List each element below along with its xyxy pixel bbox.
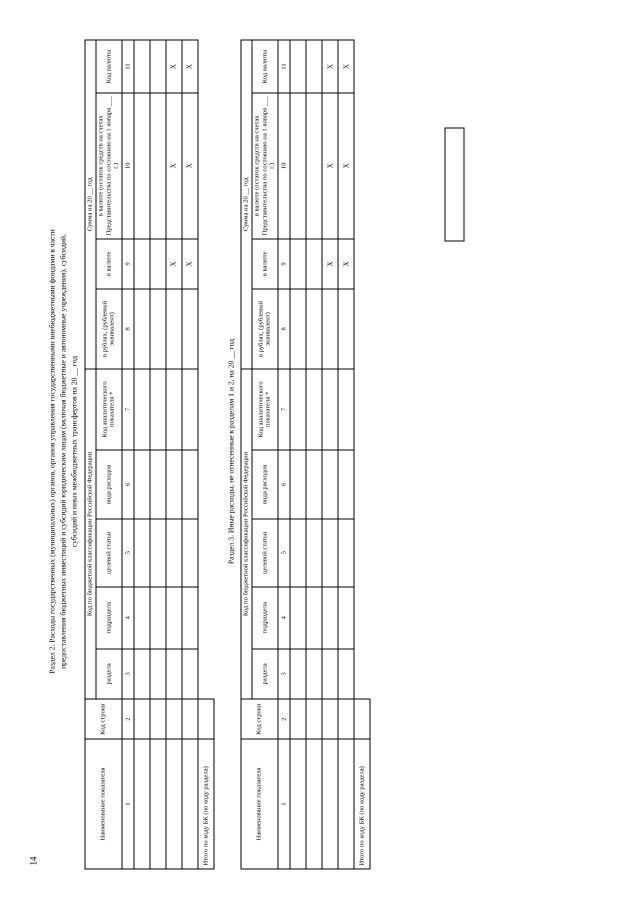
s2-r2-c4[interactable] — [150, 586, 166, 648]
s2-x1-c9: X — [166, 238, 182, 289]
s3-num-7: 7 — [278, 368, 290, 450]
s3-r1-c3[interactable] — [290, 648, 306, 699]
s3-total-c2[interactable] — [354, 699, 370, 739]
s2-x2-c4[interactable] — [182, 586, 198, 648]
s3-x2-c10: X — [338, 93, 354, 239]
s2-x2-c1[interactable] — [182, 738, 198, 868]
page-content — [46, 33, 370, 869]
s3-total-c7 — [354, 368, 370, 450]
s3-num-6: 6 — [278, 450, 290, 518]
s3-r2-c3[interactable] — [306, 648, 322, 699]
s3-total-c9 — [354, 238, 370, 289]
s3-r2-c10[interactable] — [306, 93, 322, 239]
s2-num-2: 2 — [122, 699, 134, 739]
table-row[interactable] — [182, 40, 198, 869]
s2-total-c8 — [198, 289, 214, 368]
s2-x1-c7[interactable] — [166, 368, 182, 450]
table-row[interactable] — [306, 40, 322, 869]
table-row[interactable] — [166, 40, 182, 869]
s3-r1-c5[interactable] — [290, 518, 306, 586]
s2-r1-c9[interactable] — [134, 238, 150, 289]
s2-r2-c11[interactable] — [150, 40, 166, 93]
s2-num-5: 5 — [122, 518, 134, 586]
s2-th-kod-valuty: Код валюты — [95, 40, 121, 93]
s3-r2-c6[interactable] — [306, 450, 322, 518]
s3-x1-c5[interactable] — [322, 518, 338, 586]
s2-r2-c1[interactable] — [150, 738, 166, 868]
s3-num-3: 3 — [278, 648, 290, 699]
section2-header-row-1 — [85, 40, 96, 869]
s3-num-11: 11 — [278, 40, 290, 93]
s2-total-c6 — [198, 450, 214, 518]
s2-th-celevoy: целевой статьи — [95, 518, 121, 586]
s2-x1-c6[interactable] — [166, 450, 182, 518]
s2-total-c2[interactable] — [198, 699, 214, 739]
s2-total-c11 — [198, 40, 214, 93]
s3-x2-c5[interactable] — [338, 518, 354, 586]
s3-th-podrazdel: подраздела — [251, 586, 277, 648]
blank-annotation-box — [444, 127, 464, 241]
s3-total-c8 — [354, 289, 370, 368]
s2-r1-c7[interactable] — [134, 368, 150, 450]
s2-x2-c7[interactable] — [182, 368, 198, 450]
s2-r1-c3[interactable] — [134, 648, 150, 699]
s3-th-code-line: Код строки — [241, 699, 278, 739]
s3-th-ostatok: в валюте (остаток средств на счетах Представительства по состоянию на 1 января ___ г.) — [251, 93, 277, 239]
s3-x1-c1[interactable] — [322, 738, 338, 868]
s2-num-9: 9 — [122, 238, 134, 289]
s3-total-c4 — [354, 586, 370, 648]
s2-r2-c5[interactable] — [150, 518, 166, 586]
s3-x1-c11: X — [322, 40, 338, 93]
s3-x2-c6[interactable] — [338, 450, 354, 518]
s2-th-ostatok: в валюте (остаток средств на счетах Представительства по состоянию на 1 января ___ г.) — [95, 93, 121, 239]
s2-r1-c8[interactable] — [134, 289, 150, 368]
s3-r1-c9[interactable] — [290, 238, 306, 289]
s2-total-c5 — [198, 518, 214, 586]
s3-th-razdel: раздела — [251, 648, 277, 699]
s3-total-c5 — [354, 518, 370, 586]
s2-x1-c10: X — [166, 93, 182, 239]
s3-r2-c2[interactable] — [306, 699, 322, 739]
s3-th-valuta: в валюте — [251, 238, 277, 289]
s3-r1-c2[interactable] — [290, 699, 306, 739]
s2-th-code-line: Код строки — [85, 699, 122, 739]
s3-r2-c11[interactable] — [306, 40, 322, 93]
s2-r1-c10[interactable] — [134, 93, 150, 239]
section2-total-row[interactable] — [198, 40, 214, 869]
s3-r1-c6[interactable] — [290, 450, 306, 518]
s2-r1-c4[interactable] — [134, 586, 150, 648]
s2-r1-c11[interactable] — [134, 40, 150, 93]
s2-r1-c5[interactable] — [134, 518, 150, 586]
s2-num-11: 11 — [122, 40, 134, 93]
s3-r1-c11[interactable] — [290, 40, 306, 93]
s3-x1-c6[interactable] — [322, 450, 338, 518]
s3-total-c10 — [354, 93, 370, 239]
table-row[interactable] — [322, 40, 338, 869]
s3-x2-c3[interactable] — [338, 648, 354, 699]
s2-num-4: 4 — [122, 586, 134, 648]
s3-num-5: 5 — [278, 518, 290, 586]
s3-x1-c4[interactable] — [322, 586, 338, 648]
s2-num-10: 10 — [122, 93, 134, 239]
s3-num-10: 10 — [278, 93, 290, 239]
s2-th-analytic: Код аналитического показателя * — [95, 368, 121, 450]
s3-r2-c5[interactable] — [306, 518, 322, 586]
s2-total-c7 — [198, 368, 214, 450]
s3-x2-c1[interactable] — [338, 738, 354, 868]
s2-num-7: 7 — [122, 368, 134, 450]
section2-column-numbers — [122, 40, 134, 869]
s2-x2-c6[interactable] — [182, 450, 198, 518]
s2-x1-c5[interactable] — [166, 518, 182, 586]
s3-x2-c11: X — [338, 40, 354, 93]
s2-th-bk-group: Код по бюджетной классификации Российской Федерации — [85, 368, 96, 699]
s2-th-valuta: в валюте — [95, 238, 121, 289]
s3-x1-c7[interactable] — [322, 368, 338, 450]
s3-x1-c2[interactable] — [322, 699, 338, 739]
s3-th-name: Наименование показателя — [241, 738, 278, 868]
s2-x2-c10: X — [182, 93, 198, 239]
s2-total-c10 — [198, 93, 214, 239]
s2-r2-c9[interactable] — [150, 238, 166, 289]
s3-x1-c8[interactable] — [322, 289, 338, 368]
section3-total-row[interactable] — [354, 40, 370, 869]
s2-num-8: 8 — [122, 289, 134, 368]
s2-x1-c3[interactable] — [166, 648, 182, 699]
s2-th-name: Наименование показателя — [85, 738, 122, 868]
s3-r1-c10[interactable] — [290, 93, 306, 239]
s2-th-razdel: раздела — [95, 648, 121, 699]
s2-th-vid: вида расходов — [95, 450, 121, 518]
s2-x2-c3[interactable] — [182, 648, 198, 699]
s2-r1-c6[interactable] — [134, 450, 150, 518]
section2-title-line-3: субсидий и иных межбюджетных трансфертов на 20 __ год — [69, 355, 78, 547]
section2-total-label: Итого по коду БК (по коду раздела) — [198, 738, 214, 868]
s2-r2-c7[interactable] — [150, 368, 166, 450]
section3-title: Раздел 3. Иные расходы, не отнесенные к разделам 1 и 2, на 20 __ год — [226, 338, 236, 564]
s3-num-4: 4 — [278, 586, 290, 648]
s3-x1-c3[interactable] — [322, 648, 338, 699]
section2-title-line-2: предоставления бюджетных инвестиций и субсидий юридическим лицам (включая бюджетные и автономные учреждения), субсидий, — [58, 233, 67, 669]
s3-num-8: 8 — [278, 289, 290, 368]
s3-total-c6 — [354, 450, 370, 518]
section2-table — [84, 39, 214, 869]
s2-x1-c1[interactable] — [166, 738, 182, 868]
s2-r2-c8[interactable] — [150, 289, 166, 368]
s3-th-celevoy: целевой статьи — [251, 518, 277, 586]
s2-x1-c11: X — [166, 40, 182, 93]
s2-x2-c8[interactable] — [182, 289, 198, 368]
s2-total-c4 — [198, 586, 214, 648]
s3-num-9: 9 — [278, 238, 290, 289]
s3-x2-c4[interactable] — [338, 586, 354, 648]
s3-r1-c8[interactable] — [290, 289, 306, 368]
table-row[interactable] — [134, 40, 150, 869]
s2-x2-c11: X — [182, 40, 198, 93]
s2-x1-c8[interactable] — [166, 289, 182, 368]
s2-th-podrazdel: подраздела — [95, 586, 121, 648]
s2-r2-c2[interactable] — [150, 699, 166, 739]
s3-num-2: 2 — [278, 699, 290, 739]
s3-r1-c1[interactable] — [290, 738, 306, 868]
s3-th-rub: в рублях, (рублевый эквивалент) — [251, 289, 277, 368]
s3-r2-c8[interactable] — [306, 289, 322, 368]
section2-title-line-1: Раздел 2. Расходы государственных (муниципальных) органов, органов управления государственными внебюджетными фондами в части — [47, 228, 56, 674]
s3-th-vid: вида расходов — [251, 450, 277, 518]
s3-x1-c9: X — [322, 238, 338, 289]
s2-x2-c9: X — [182, 238, 198, 289]
s2-th-rub: в рублях, (рублевый эквивалент) — [95, 289, 121, 368]
s3-x2-c9: X — [338, 238, 354, 289]
table-row[interactable] — [338, 40, 354, 869]
s2-total-c9 — [198, 238, 214, 289]
s2-x1-c4[interactable] — [166, 586, 182, 648]
section3-column-numbers — [278, 40, 290, 869]
table-row[interactable] — [150, 40, 166, 869]
page-number: 14 — [28, 856, 38, 865]
s3-th-analytic: Код аналитического показателя * — [251, 368, 277, 450]
s2-num-3: 3 — [122, 648, 134, 699]
s3-x2-c2[interactable] — [338, 699, 354, 739]
s2-r2-c3[interactable] — [150, 648, 166, 699]
s3-r2-c4[interactable] — [306, 586, 322, 648]
section2-title — [46, 33, 79, 869]
s3-x2-c8[interactable] — [338, 289, 354, 368]
s3-r2-c7[interactable] — [306, 368, 322, 450]
s3-r1-c4[interactable] — [290, 586, 306, 648]
s2-num-6: 6 — [122, 450, 134, 518]
s2-num-1: 1 — [122, 738, 134, 868]
section3-header-row-1 — [241, 40, 252, 869]
section3-table — [240, 39, 370, 869]
s2-r1-c2[interactable] — [134, 699, 150, 739]
s3-num-1: 1 — [278, 738, 290, 868]
s2-x2-c2[interactable] — [182, 699, 198, 739]
s2-th-summa-group: Сумма на 20 __ год — [85, 40, 96, 369]
s3-th-summa-group: Сумма на 20 __ год — [241, 40, 252, 369]
s3-th-bk-group: Код по бюджетной классификации Российской Федерации — [241, 368, 252, 699]
s3-total-c3 — [354, 648, 370, 699]
s2-r1-c1[interactable] — [134, 738, 150, 868]
s2-r2-c10[interactable] — [150, 93, 166, 239]
s3-r2-c9[interactable] — [306, 238, 322, 289]
table-row[interactable] — [290, 40, 306, 869]
s2-total-c3 — [198, 648, 214, 699]
s3-x2-c7[interactable] — [338, 368, 354, 450]
s2-x1-c2[interactable] — [166, 699, 182, 739]
s3-th-kod-valuty: Код валюты — [251, 40, 277, 93]
section3-total-label: Итого по коду БК (по коду раздела) — [354, 738, 370, 868]
s2-r2-c6[interactable] — [150, 450, 166, 518]
s3-r1-c7[interactable] — [290, 368, 306, 450]
s3-r2-c1[interactable] — [306, 738, 322, 868]
s3-x1-c10: X — [322, 93, 338, 239]
s2-x2-c5[interactable] — [182, 518, 198, 586]
s3-total-c11 — [354, 40, 370, 93]
